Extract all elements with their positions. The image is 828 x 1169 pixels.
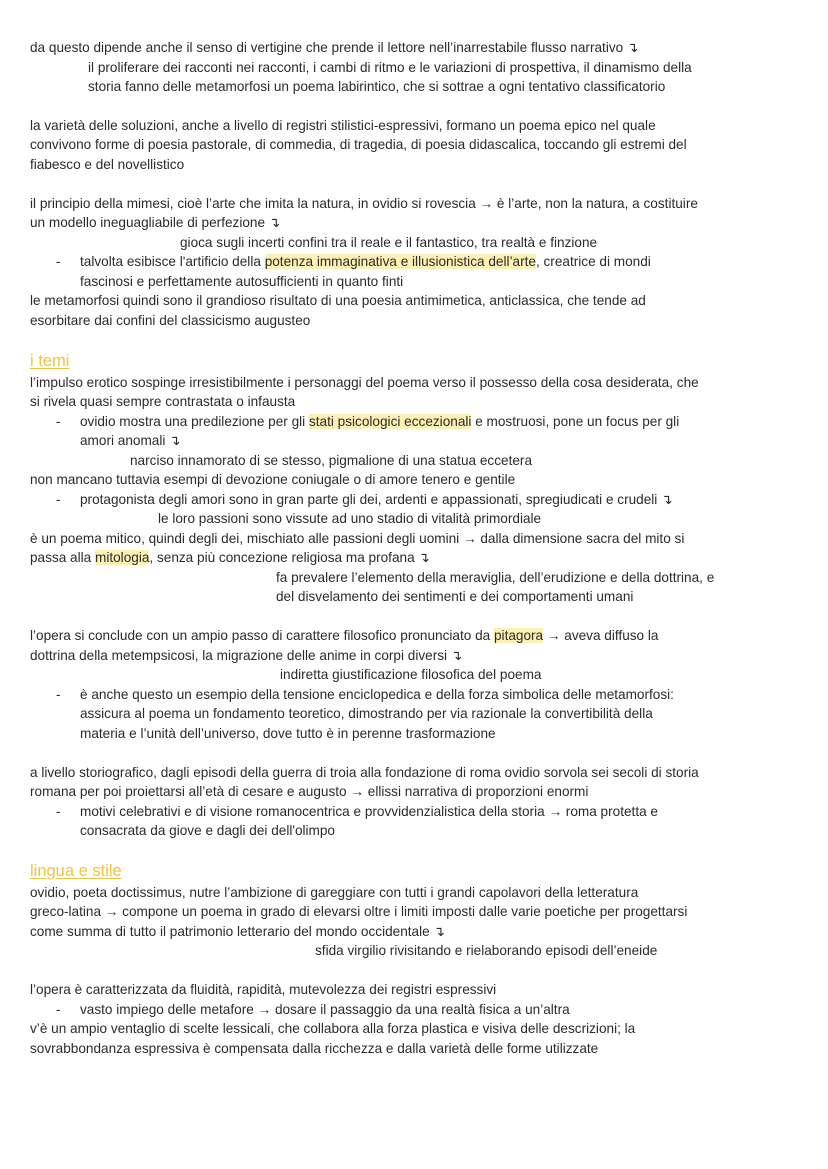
text-line: le metamorfosi quindi sono il grandioso risultato di una poesia antimimetica, anticlassica, che tende ad [30,293,646,308]
highlighted-phrase: mitologia [95,550,150,565]
text-line: v’è un ampio ventaglio di scelte lessicali, che collabora alla forza plastica e visiva delle descrizioni; la [30,1021,636,1036]
text-line: del disvelamento dei sentimenti e dei comportamenti umani [276,589,634,604]
bullet-dash: - [56,804,61,819]
text-line: l’opera si conclude con un ampio passo di carattere filosofico pronunciato da pitagora → aveva diffuso la [30,628,659,643]
text-line: come summa di tutto il patrimonio letterario del mondo occidentale ↴ [30,924,445,939]
text-line: sovrabbondanza espressiva è compensata dalla ricchezza e dalla varietà delle forme utilizzate [30,1041,599,1056]
highlighted-phrase: stati psicologici eccezionali [308,414,472,429]
text-line: sfida virgilio rivisitando e rielaborando episodi dell’eneide [315,943,658,958]
text-line: passa alla mitologia, senza più concezione religiosa ma profana ↴ [30,550,430,565]
text-line: fascinosi e perfettamente autosufficienti in quanto finti [80,274,404,289]
text-line: romana per poi proiettarsi all’età di cesare e augusto → ellissi narrativa di proporzioni enormi [30,784,589,799]
text-line: consacrata da giove e dagli dei dell'olimpo [80,823,335,838]
text-line: storia fanno delle metamorfosi un poema labirintico, che si sottrae a ogni tentativo classificatorio [88,79,666,94]
bullet-dash: - [56,414,61,429]
section-heading-temi: i temi [30,352,70,370]
text-line: motivi celebrativi e di visione romanocentrica e provvidenzialistica della storia → roma protetta e [80,804,658,819]
text-line: fa prevalere l’elemento della meraviglia, dell’erudizione e della dottrina, e [276,570,715,585]
text-line: indiretta giustificazione filosofica del poema [280,667,542,682]
text-line: gioca sugli incerti confini tra il reale e il fantastico, tra realtà e finzione [180,235,598,250]
text-line: un modello ineguagliabile di perfezione ↴ [30,215,281,230]
bullet-dash: - [56,492,61,507]
section-heading-lingua-e-stile: lingua e stile [30,862,122,880]
text-line: assicura al poema un fondamento teoretico, dimostrando per via razionale la convertibilità della [80,706,653,721]
text-line: si rivela quasi sempre contrastata o infausta [30,394,296,409]
text-line: talvolta esibisce l'artificio della potenza immaginativa e illusionistica dell’arte, creatrice di mondi [80,254,651,269]
text-line: fiabesco e del novellistico [30,157,185,172]
text-line: la varietà delle soluzioni, anche a livello di registri stilistici-espressivi, formano un poema epico nel quale [30,118,656,133]
text-line: narciso innamorato di se stesso, pigmalione di una statua eccetera [130,453,532,468]
text-line: è un poema mitico, quindi degli dei, mischiato alle passioni degli uomini → dalla dimensione sacra del mito si [30,531,685,546]
text-line: è anche questo un esempio della tensione enciclopedica e della forza simbolica delle metamorfosi: [80,687,674,702]
text-line: greco-latina → compone un poema in grado di elevarsi oltre i limiti imposti dalle varie poetiche per progettarsi [30,904,688,919]
text-line: convivono forme di poesia pastorale, di commedia, di tragedia, di poesia didascalica, toccando gli estremi del [30,137,687,152]
text-line: il principio della mimesi, cioè l’arte che imita la natura, in ovidio si rovescia → è l’arte, non la natura, a costituire [30,196,698,211]
bullet-dash: - [56,687,61,702]
text-line: dottrina della metempsicosi, la migrazione delle anime in corpi diversi ↴ [30,648,463,663]
text-line: l’opera è caratterizzata da fluidità, rapidità, mutevolezza dei registri espressivi [30,982,497,997]
text-line: da questo dipende anche il senso di vertigine che prende il lettore nell’inarrestabile flusso narrativo ↴ [30,40,639,55]
text-line: amori anomali ↴ [80,433,181,448]
text-line: il proliferare dei racconti nei racconti, i cambi di ritmo e le variazioni di prospettiva, il dinamismo della [88,60,692,75]
bullet-dash: - [56,254,61,269]
bullet-dash: - [56,1002,61,1017]
text-line: ovidio mostra una predilezione per gli stati psicologici eccezionali e mostruosi, pone un focus per gli [80,414,680,429]
highlighted-phrase: potenza immaginativa e illusionistica dell’arte [264,254,536,269]
highlighted-phrase: pitagora [493,628,544,643]
text-line: materia e l’unità dell’universo, dove tutto è in perenne trasformazione [80,726,496,741]
text-line: le loro passioni sono vissute ad uno stadio di vitalità primordiale [158,511,542,526]
text-line: l’impulso erotico sospinge irresistibilmente i personaggi del poema verso il possesso della cosa desiderata, che [30,375,699,390]
text-line: esorbitare dai confini del classicismo augusteo [30,313,311,328]
text-line: ovidio, poeta doctissimus, nutre l’ambizione di gareggiare con tutti i grandi capolavori della letteratura [30,885,639,900]
text-line: protagonista degli amori sono in gran parte gli dei, ardenti e appassionati, spregiudicati e crudeli ↴ [80,492,673,507]
text-line: a livello storiografico, dagli episodi della guerra di troia alla fondazione di roma ovidio sorvola sei secoli di storia [30,765,699,780]
text-line: non mancano tuttavia esempi di devozione coniugale o di amore tenero e gentile [30,472,516,487]
text-line: vasto impiego delle metafore → dosare il passaggio da una realtà fisica a un’altra [80,1002,570,1017]
